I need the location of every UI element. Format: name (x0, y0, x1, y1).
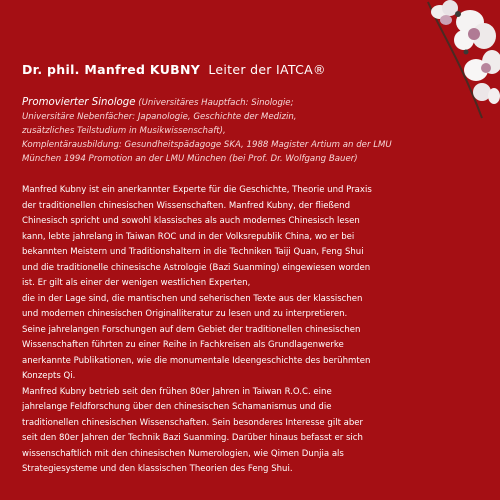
qualification-lead: Promovierter Sinologe (22, 97, 136, 108)
biography-line: und die traditionelle chinesische Astrologie (Bazi Suanming) eingewiesen worden (22, 262, 371, 273)
qualification-line: München 1994 Promotion an der LMU München (bei Prof. Dr. Wolfgang Bauer) (22, 154, 358, 164)
biography-line: die in der Lage sind, die mantischen und seherischen Texte aus der klassischen (22, 293, 363, 304)
qualification-line (22, 96, 482, 110)
biography-line: Strategiesysteme und den klassischen Theorien des Feng Shui. (22, 464, 293, 474)
biography-line: bekannten Meistern und Traditionshaltern in die Techniken Taiji Quan, Feng Shui (22, 247, 364, 257)
biography-line: Wissenschaften führten zu einer Reihe in Fachkreisen als Grundlagenwerke (22, 340, 344, 350)
biography-line: und modernen chinesischen Originalliteratur zu lesen und zu interpretieren. (22, 309, 348, 319)
qualification-text: (Universitäres Hauptfach: Sinologie; (135, 98, 294, 108)
biography-line: wissenschaftlich mit den chinesischen Numerologien, wie Qimen Dunjia als (22, 448, 344, 459)
qualification-line: Komplentärausbildung: Gesundheitspädagoge SKA, 1988 Magister Artium an der LMU (22, 140, 392, 150)
qualification-line: zusätzliches Teilstudium in Musikwissenschaft), (22, 126, 226, 136)
qualification-line: Universitäre Nebenfächer: Japanologie, Geschichte der Medizin, (22, 112, 297, 122)
biography-line: ist. Er gilt als einer der wenigen westlichen Experten, (22, 278, 251, 288)
biography-line: Konzepts Qi. (22, 371, 76, 381)
biography-text (22, 183, 484, 478)
biography-line: anerkannte Publikationen, wie die monumentale Ideengeschichte des berühmten (22, 355, 371, 366)
biography-line: Chinesisch spricht und sowohl klassisches als auch modernes Chinesisch lesen (22, 216, 360, 226)
biography-line: der traditionellen chinesischen Wissenschaften. Manfred Kubny, der fließend (22, 200, 350, 211)
author-role: Leiter der IATCA® (208, 62, 326, 77)
page-header (22, 62, 326, 77)
biography-line: Seine jahrelangen Forschungen auf dem Gebiet der traditionellen chinesischen (22, 324, 361, 335)
biography-line: Manfred Kubny betrieb seit den frühen 80er Jahren in Taiwan R.O.C. eine (22, 386, 332, 397)
author-name: Dr. phil. Manfred KUBNY (22, 62, 201, 77)
biography-line: kann, lebte jahrelang in Taiwan ROC und in der Volksrepublik China, wo er bei (22, 231, 355, 242)
biography-line: Manfred Kubny ist ein anerkannter Experte für die Geschichte, Theorie und Praxis (22, 185, 372, 195)
biography-line: seit den 80er Jahren der Technik Bazi Suanming. Darüber hinaus befasst er sich (22, 433, 363, 443)
biography-line: traditionellen chinesischen Wissenschaften. Sein besonderes Interesse gilt aber (22, 417, 364, 428)
biography-line: jahrelange Feldforschung über den chinesischen Schamanismus und die (22, 402, 332, 412)
qualifications-block (22, 96, 482, 166)
